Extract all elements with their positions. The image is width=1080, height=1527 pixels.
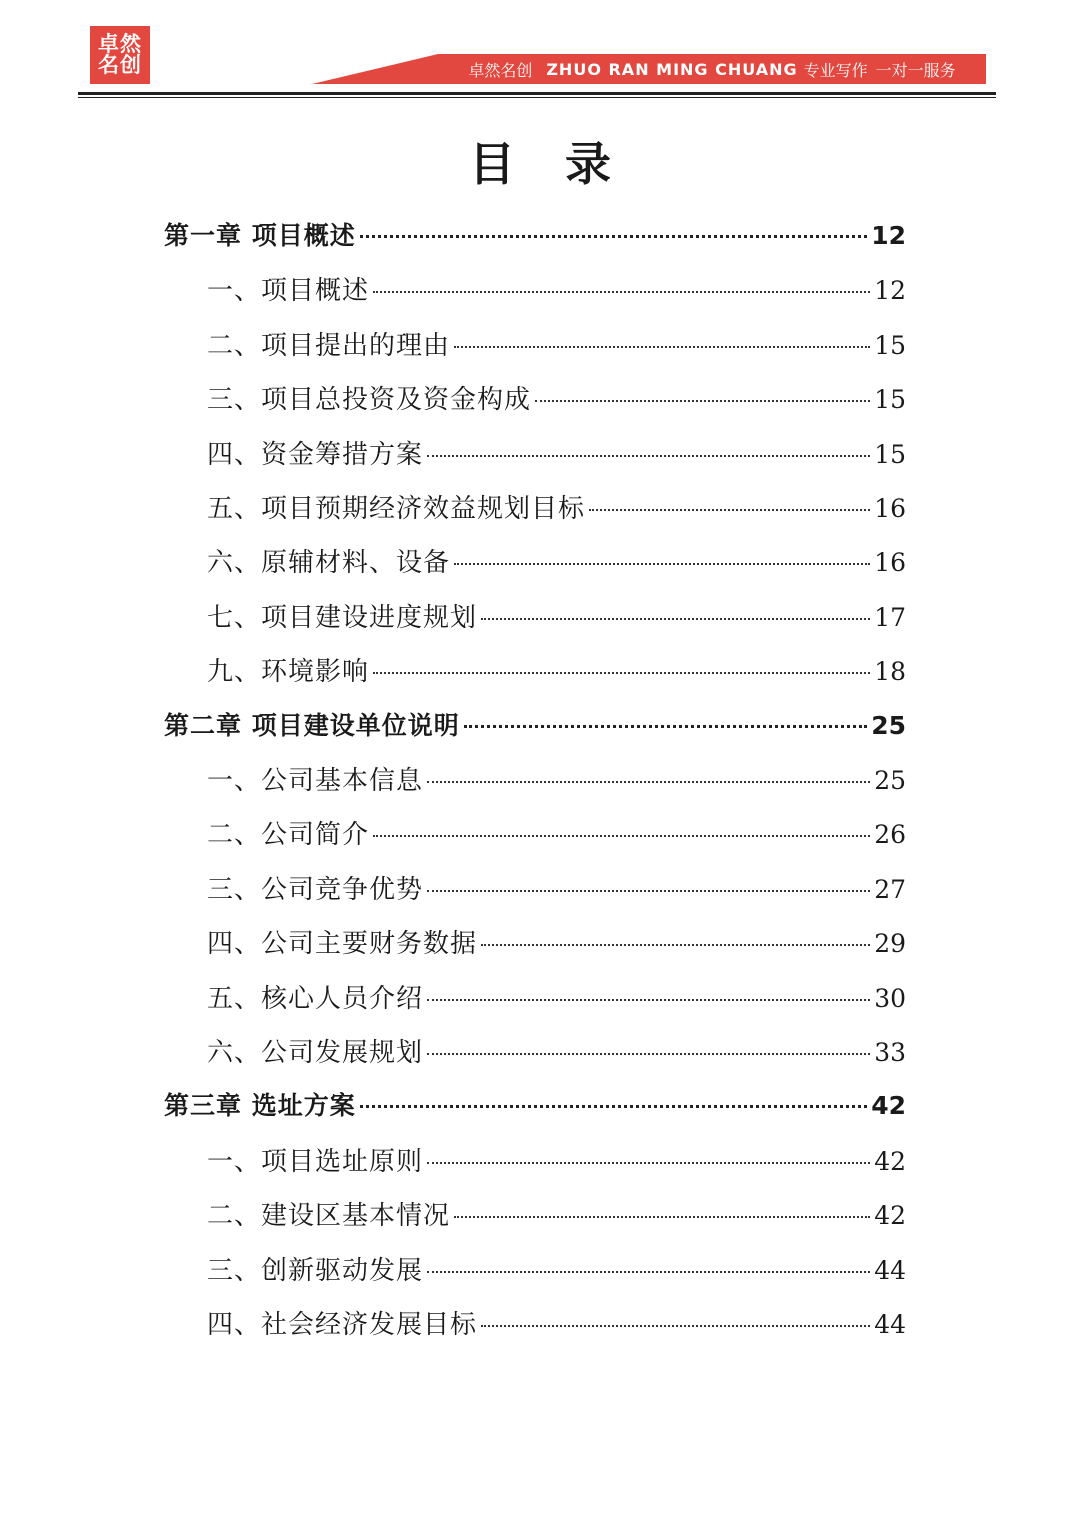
toc-page-number: 42 — [874, 1201, 906, 1231]
toc-page-number: 15 — [874, 330, 906, 360]
toc-page-number: 27 — [874, 874, 906, 904]
toc-dot-leader — [481, 944, 870, 946]
toc-section-row[interactable] — [207, 1032, 906, 1072]
toc-entry-label: 第一章 项目概述 — [164, 221, 356, 250]
toc-entry-label: 二、项目提出的理由 — [207, 330, 451, 361]
toc-dot-leader — [464, 725, 867, 728]
toc-page-number: 33 — [874, 1038, 906, 1067]
header-rule-thin — [78, 97, 996, 98]
toc-section-row[interactable] — [207, 814, 906, 854]
banner-wedge — [312, 54, 438, 84]
toc-section-row[interactable] — [207, 542, 906, 582]
toc-dot-leader — [427, 781, 870, 783]
toc-section-row[interactable] — [207, 1304, 906, 1344]
toc-dot-leader — [360, 235, 867, 238]
toc-entry-label: 二、公司简介 — [207, 820, 370, 851]
toc-page-number: 29 — [874, 929, 906, 959]
logo-line-2: 名创 — [98, 53, 142, 77]
toc-entry-label: 三、项目总投资及资金构成 — [207, 385, 532, 416]
banner-brand-en: ZHUO RAN MING CHUANG — [546, 59, 798, 79]
toc-dot-leader — [481, 618, 870, 620]
toc-page-number: 26 — [874, 820, 906, 850]
toc-section-row[interactable] — [207, 1195, 906, 1235]
toc-dot-leader — [427, 1053, 870, 1055]
brand-logo — [90, 26, 150, 84]
toc-dot-leader — [360, 1105, 867, 1108]
toc-dot-leader — [373, 291, 870, 293]
toc-section-row[interactable] — [207, 1141, 906, 1181]
toc-page-number: 15 — [874, 385, 906, 415]
toc-section-row[interactable] — [207, 1250, 906, 1290]
toc-page-number: 44 — [874, 1310, 906, 1339]
banner-service: 一对一服务 — [875, 60, 956, 80]
toc-section-row[interactable] — [207, 978, 906, 1018]
toc-section-row[interactable] — [207, 597, 906, 637]
toc-dot-leader — [427, 999, 870, 1001]
toc-dot-leader — [427, 1162, 870, 1164]
toc-section-row[interactable] — [207, 760, 906, 800]
toc-entry-label: 一、项目概述 — [207, 276, 370, 307]
toc-section-row[interactable] — [207, 325, 906, 365]
toc-entry-label: 一、公司基本信息 — [207, 766, 424, 796]
toc-dot-leader — [373, 672, 870, 674]
toc-dot-leader — [589, 509, 870, 511]
toc-dot-leader — [427, 890, 870, 892]
toc-dot-leader — [454, 1216, 870, 1218]
toc-page-number: 18 — [874, 657, 906, 687]
toc-page-number: 25 — [871, 710, 906, 740]
toc-section-row[interactable] — [207, 869, 906, 909]
toc-section-row[interactable] — [207, 923, 906, 963]
toc-page-number: 16 — [874, 548, 906, 578]
toc-entry-label: 四、社会经济发展目标 — [207, 1310, 478, 1340]
toc-dot-leader — [454, 563, 870, 565]
toc-entry-label: 一、项目选址原则 — [207, 1146, 424, 1177]
toc-chapter-row[interactable] — [164, 1086, 906, 1126]
toc-page-number: 44 — [874, 1255, 906, 1285]
toc-page-number: 30 — [874, 983, 906, 1013]
toc-entry-label: 五、核心人员介绍 — [207, 983, 424, 1014]
toc-entry-label: 三、创新驱动发展 — [207, 1255, 424, 1286]
toc-section-row[interactable] — [207, 434, 906, 474]
toc-entry-label: 七、项目建设进度规划 — [207, 602, 478, 633]
toc-page-number: 25 — [874, 766, 906, 795]
toc-page-number: 15 — [874, 439, 906, 469]
toc-dot-leader — [427, 1271, 870, 1273]
toc-section-row[interactable] — [207, 270, 906, 310]
toc-dot-leader — [454, 346, 870, 348]
page-title: 目录 — [469, 137, 661, 191]
toc-page-number: 16 — [874, 494, 906, 523]
header-banner — [438, 54, 986, 84]
toc-entry-label: 五、项目预期经济效益规划目标 — [207, 494, 586, 524]
toc-entry-label: 六、公司发展规划 — [207, 1038, 424, 1068]
toc-page-number: 17 — [874, 602, 906, 632]
toc-section-row[interactable] — [207, 651, 906, 691]
banner-brand-cn: 卓然名创 — [468, 60, 533, 80]
toc-entry-label: 第二章 项目建设单位说明 — [164, 710, 460, 740]
toc-entry-label: 三、公司竞争优势 — [207, 874, 424, 905]
toc-entry-label: 四、资金筹措方案 — [207, 439, 424, 470]
toc-chapter-row[interactable] — [164, 216, 906, 256]
banner-slogan: 专业写作 — [803, 60, 868, 80]
toc-page-number: 12 — [874, 276, 906, 306]
toc-dot-leader — [481, 1325, 870, 1327]
toc-entry-label: 六、原辅材料、设备 — [207, 548, 451, 579]
header-rule-thick — [78, 92, 996, 95]
logo-line-1: 卓然 — [98, 31, 142, 56]
toc-page-number: 42 — [871, 1091, 906, 1121]
toc-page-number: 12 — [871, 221, 906, 250]
toc-dot-leader — [535, 400, 870, 402]
toc-dot-leader — [373, 835, 870, 837]
toc-dot-leader — [427, 455, 870, 457]
toc-entry-label: 第三章 选址方案 — [164, 1091, 356, 1121]
toc-section-row[interactable] — [207, 488, 906, 528]
toc-chapter-row[interactable] — [164, 706, 906, 746]
toc-page-number: 42 — [874, 1146, 906, 1176]
toc-entry-label: 二、建设区基本情况 — [207, 1201, 451, 1232]
toc-entry-label: 九、环境影响 — [207, 657, 370, 688]
toc-section-row[interactable] — [207, 379, 906, 419]
toc-entry-label: 四、公司主要财务数据 — [207, 929, 478, 960]
